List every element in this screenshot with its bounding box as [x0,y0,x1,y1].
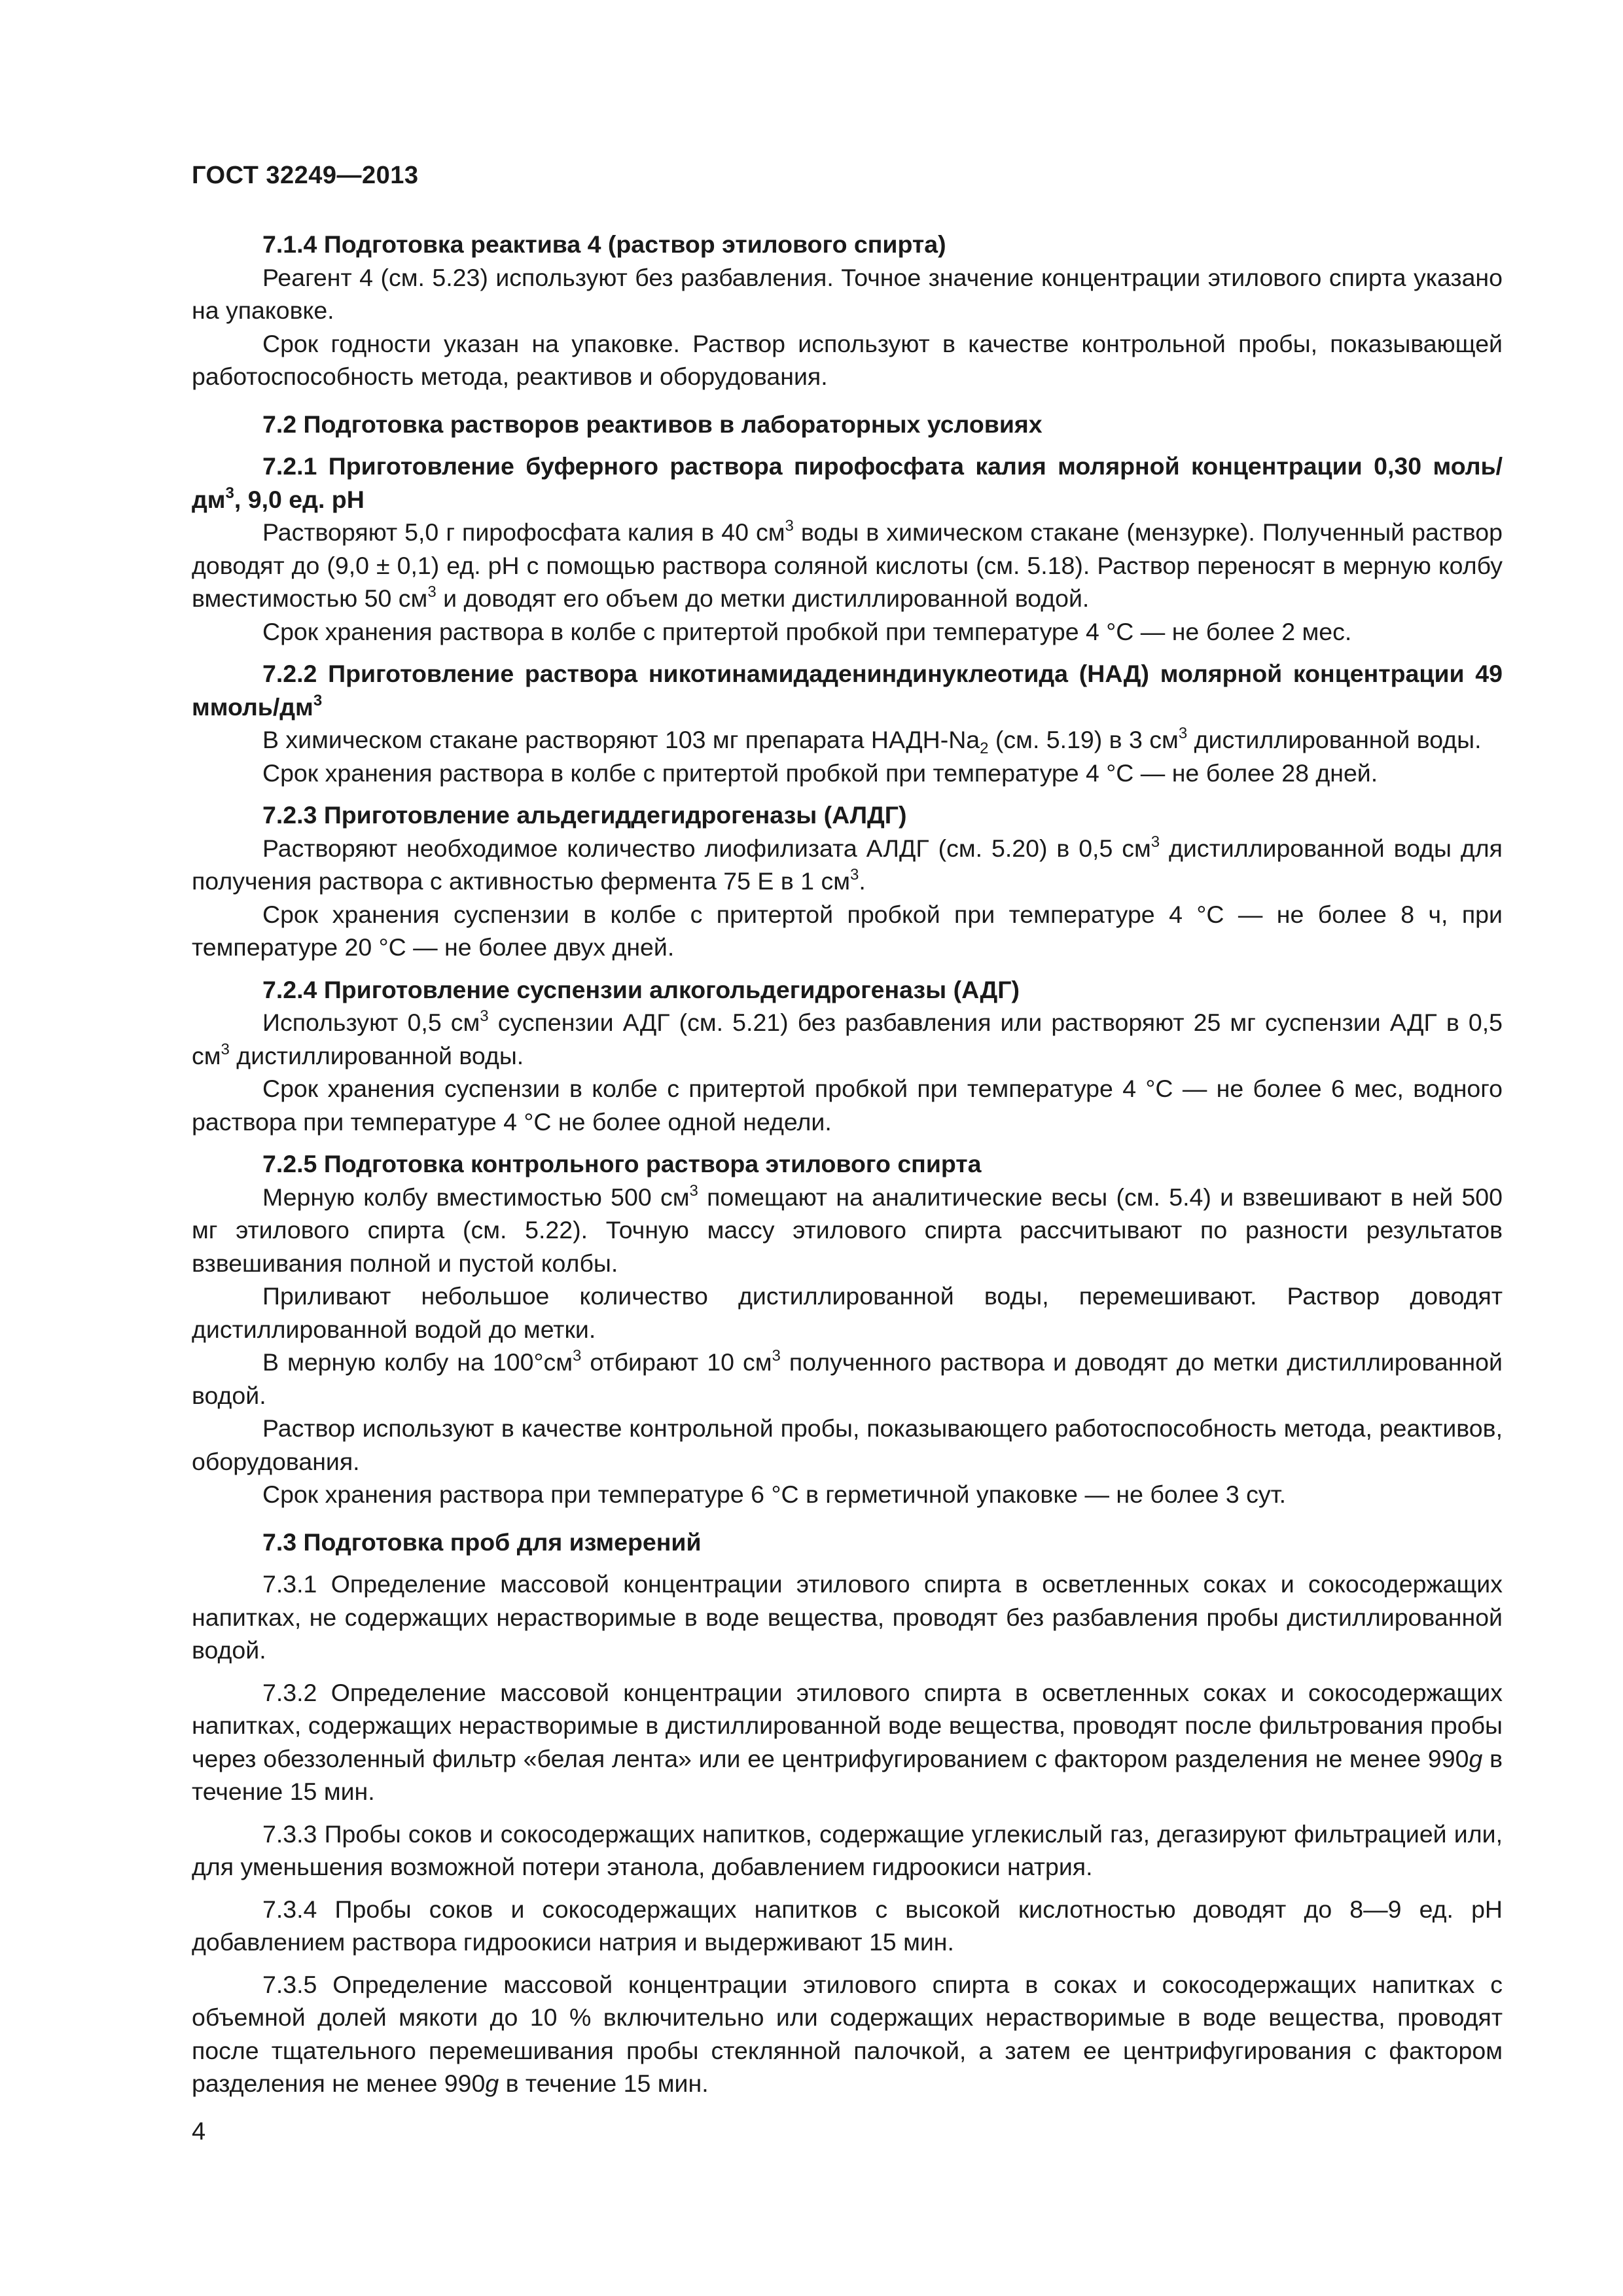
paragraph: Мерную колбу вместимостью 500 $см^3$ помещают на аналитические весы (см. 5.4) и взвешивают в ней 500 мг этилового спирта (см. 5.22). Точную массу этилового спирта рассчитывают по разности результатов взвешивания полной и пустой колбы. [192,1181,1503,1277]
section-heading-7-3: 7.3 Подготовка проб для измерений [262,1528,702,1556]
paragraph: Срок хранения раствора в колбе с притертой пробкой при температуре 4 °С — не более 2 мес. [262,617,1352,645]
document-body [192,228,1503,2100]
paragraph: Используют 0,5 $см^3$ суспензии АДГ (см. 5.21) без разбавления или растворяют 25 мг суспензии АДГ в 0,5 $см^3$ дистиллированной воды. [192,1007,1503,1069]
paragraph: Приливают небольшое количество дистиллированной воды, перемешивают. Раствор доводят дистиллированной водой до метки. [192,1282,1503,1343]
section-heading-7-1-4: 7.1.4 Подготовка реактива 4 (раствор этилового спирта) [262,230,946,258]
paragraph: В мерную колбу на $100^\circ см^3$ отбирают 10 $см^3$ полученного раствора и доводят до метки дистиллированной водой. [192,1347,1503,1409]
paragraph: Срок хранения суспензии в колбе с притертой пробкой при температуре 4 °С — не более 6 мес, водного раствора при температуре 4 °С не более одной недели. [192,1075,1503,1136]
paragraph-7-3-4: 7.3.4 Пробы соков и сокосодержащих напитков с высокой кислотностью доводят до 8—9 ед. pH добавлением раствора гидроокиси натрия и выдерживают 15 мин. [192,1895,1503,1956]
paragraph-7-3-5: 7.3.5 Определение массовой концентрации этилового спирта в соках и сокосодержащих напитках с объемной долей мякоти до 10 % включительно или содержащих нерастворимые в воде вещества, проводят после тщательного перемешивания пробы стеклянной палочкой, а затем ее центрифугирования с фактором разделения не менее 990g в течение 15 мин. [192,1970,1503,2097]
paragraph-7-3-3: 7.3.3 Пробы соков и сокосодержащих напитков, содержащие углекислый газ, дегазируют фильтрацией или, для уменьшения возможной потери этанола, добавлением гидроокиси натрия. [192,1820,1503,1880]
paragraph: Срок хранения раствора в колбе с притертой пробкой при температуре 4 °С — не более 28 дней. [262,759,1378,787]
paragraph: Срок хранения раствора при температуре 6 °С в герметичной упаковке — не более 3 сут. [262,1480,1287,1508]
paragraph: Реагент 4 (см. 5.23) используют без разбавления. Точное значение концентрации этилового спирта указано на упаковке. [192,263,1503,324]
section-heading-7-2: 7.2 Подготовка растворов реактивов в лабораторных условиях [262,410,1043,438]
page-number: 4 [192,2118,206,2145]
paragraph: Раствор используют в качестве контрольной пробы, показывающего работоспособность метода, реактивов, оборудования. [192,1414,1503,1475]
paragraph: Растворяют необходимое количество лиофилизата АЛДГ (см. 5.20) в 0,5 $см^3$ дистиллированной воды для получения раствора с активностью фермента 75 Е в 1 $см^3$. [192,833,1503,895]
paragraph-7-3-1: 7.3.1 Определение массовой концентрации этилового спирта в осветленных соках и сокосодержащих напитках, не содержащих нерастворимые в воде вещества, проводят без разбавления пробы дистиллированной водой. [192,1570,1503,1664]
section-heading-7-2-4: 7.2.4 Приготовление суспензии алкогольдегидрогеназы (АДГ) [262,975,1020,1003]
section-heading-7-2-2: 7.2.2 Приготовление раствора никотинамидадениндинуклеотида (НАД) молярной концентрации 49 ммоль/$дм^3$ [192,660,1503,721]
paragraph: Растворяют 5,0 г пирофосфата калия в 40 $см^3$ воды в химическом стакане (мензурке). Полученный раствор доводят до (9,0 ± 0,1) ед. pH с помощью раствора соляной кислоты (см. 5.18). Раствор переносят в мерную колбу вместимостью 50 $см^3$ и доводят его объем до метки дистиллированной водой. [192,517,1503,612]
paragraph: В химическом стакане растворяют 103 мг препарата НАДН-$Na_2$ (см. 5.19) в 3 $см^3$ дистиллированной воды. [262,725,1482,757]
section-heading-7-2-5: 7.2.5 Подготовка контрольного раствора этилового спирта [262,1150,982,1177]
paragraph: Срок хранения суспензии в колбе с притертой пробкой при температуре 4 °С — не более 8 ч, при температуре 20 °С — не более двух дней. [192,900,1503,961]
paragraph: Срок годности указан на упаковке. Раствор используют в качестве контрольной пробы, показывающей работоспособность метода, реактивов и оборудования. [192,329,1503,390]
section-heading-7-2-3: 7.2.3 Приготовление альдегиддегидрогеназы (АЛДГ) [262,801,907,829]
paragraph-7-3-2: 7.3.2 Определение массовой концентрации этилового спирта в осветленных соках и сокосодержащих напитках, содержащих нерастворимые в дистиллированной воде вещества, проводят после фильтрования пробы через обеззоленный фильтр «белая лента» или ее центрифугированием с фактором разделения не менее 990g в течение 15 мин. [192,1678,1503,1805]
section-heading-7-2-1: 7.2.1 Приготовление буферного раствора пирофосфата калия молярной концентрации 0,30 моль/$дм^3$, 9,0 ед. pH [192,452,1503,513]
document-code: ГОСТ 32249—2013 [192,162,419,189]
